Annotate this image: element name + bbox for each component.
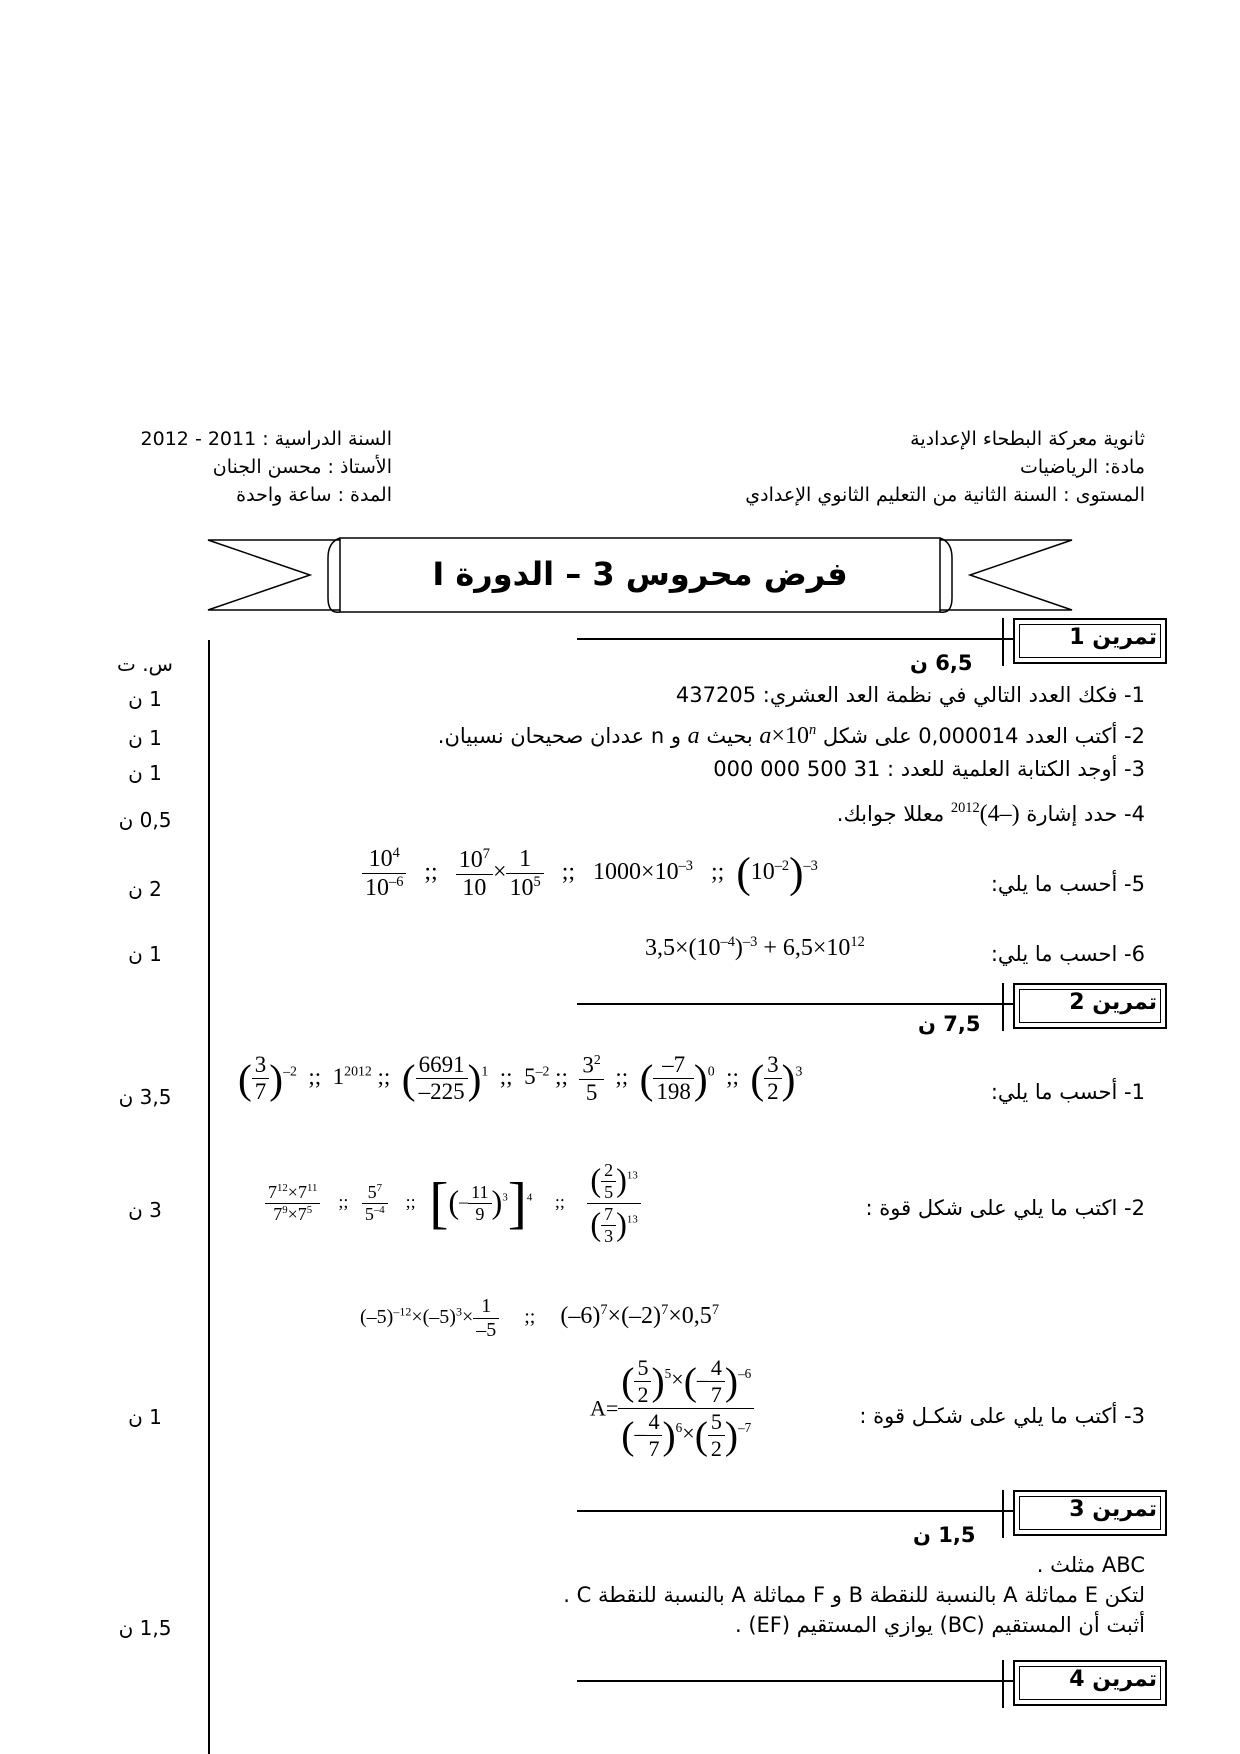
scale-header: س. ت xyxy=(117,652,173,676)
subject: مادة: الرياضيات xyxy=(1020,456,1145,478)
ex4-box xyxy=(1013,1660,1167,1706)
ex2-q3-points: 1 ن xyxy=(128,1405,162,1429)
ex2-q2-points: 3 ن xyxy=(128,1198,162,1222)
ex1-q4-expr: $(-4)^{2012}$ xyxy=(950,800,1020,827)
ex1-q6-expr: $3,5\times(10^{-4})^{-3} + 6,5\times 10^{12}$ xyxy=(645,934,865,961)
ex2-box xyxy=(1013,983,1167,1029)
ex1-q2-text-c: و n عددان صحيحان نسبيان. xyxy=(437,724,681,748)
ex3-line1: ABC مثلث . xyxy=(1036,1553,1145,1577)
ex1-q4-text-b: معللا جوابك. xyxy=(836,802,945,826)
ex2-points: 7,5 ن xyxy=(918,1012,981,1036)
teacher: الأستاذ : محسن الجنان xyxy=(212,456,392,478)
ex2-q3-expr: A= ( $\frac{5}{2}$ )$^5$×(– $\frac{4}{7}$ )$^{-6}$ (– $\frac{4}{7}$ )$^6$×( $\frac{5}{2}$ )$^{-7}$ xyxy=(590,1355,754,1462)
ex1-q4-points: 0,5 ن xyxy=(118,808,172,832)
ex1-q6-label: 6- احسب ما يلي: xyxy=(990,942,1145,966)
ex3-box xyxy=(1013,1490,1167,1536)
ex1-q3-points: 1 ن xyxy=(128,761,162,785)
ex1-q2-text-b: بحيث xyxy=(706,724,753,748)
exam-title: فرض محروس 3 – الدورة I xyxy=(432,555,848,593)
ex1-box xyxy=(1013,618,1167,664)
ex1-q4-text-a: 4- حدد إشارة xyxy=(1026,802,1145,826)
ex3-points-item: 1,5 ن xyxy=(118,1616,172,1640)
ex2-q2-label: 2- اكتب ما يلي على شكل قوة : xyxy=(865,1196,1145,1220)
ex3-label: تمرين 3 xyxy=(1069,1497,1157,1522)
ex1-q1: 1- فكك العدد التالي في نظمة العد العشري: 437205 xyxy=(675,683,1145,707)
ex2-q2-expr-b: $(-5)^{-12}\times(-5)^3\times$ $\frac{1}{-5}$ ;; $(-6)^7\times(-2)^7\times 0,5^7$ xyxy=(360,1295,720,1341)
ex2-q1-label: 1- أحسب ما يلي: xyxy=(990,1080,1145,1104)
ex1-points: 6,5 ن xyxy=(910,651,973,675)
ex1-q5-expr: $\frac{10^4}{10^{-6}}$ ;; $\frac{10^7}{10}$ × $\frac{1}{10^5}$ ;; $1000\times 10^{-3}$ ;; $(10^{-2})^{-3}$ xyxy=(362,845,818,902)
school-name: ثانوية معركة البطحاء الإعدادية xyxy=(910,428,1145,450)
ex1-rule xyxy=(577,638,1014,640)
ex1-q5-label: 5- أحسب ما يلي: xyxy=(990,872,1145,896)
ex1-q2-points: 1 ن xyxy=(128,726,162,750)
ex2-label: تمرين 2 xyxy=(1069,990,1157,1015)
ex1-q2-text-a: 2- أكتب العدد 0,000014 على شكل xyxy=(822,724,1145,748)
ex1-q2-a: a xyxy=(687,723,700,749)
ex2-q1-points: 3,5 ن xyxy=(118,1085,172,1109)
ex1-label: تمرين 1 xyxy=(1069,625,1157,650)
ex3-line3: أثبت أن المستقيم (BC) يوازي المستقيم (EF) . xyxy=(734,1613,1145,1637)
ex3-points: 1,5 ن xyxy=(913,1523,976,1547)
ex3-tick xyxy=(1002,1490,1004,1538)
ex2-tick xyxy=(1002,983,1004,1031)
duration: المدة : ساعة واحدة xyxy=(236,484,392,506)
ex4-label: تمرين 4 xyxy=(1069,1667,1157,1692)
ex2-q2-expr-a: $\frac{7^{12}\times 7^{11}}{7^9\times 7^5}$ ;; $\frac{5^7}{5^{-4}}$ ;; [(– $\frac{11}{9}$ )$^3$]$^4$ ;; ( $\frac{2}{5}$ )$^{13}$ ( $\frac{7}{3}$ )$^{13}$ xyxy=(265,1160,641,1247)
ex1-tick xyxy=(1002,618,1004,666)
ex1-q6-points: 1 ن xyxy=(128,942,162,966)
ex4-rule xyxy=(577,1680,1014,1682)
ex2-rule xyxy=(577,1003,1014,1005)
ex1-q2-form: $a\times 10^n$ xyxy=(759,722,817,749)
ex1-q3: 3- أوجد الكتابة العلمية للعدد : 31 500 000 000 xyxy=(713,757,1145,781)
level: المستوى : السنة الثانية من التعليم الثانوي الإعدادي xyxy=(745,484,1145,506)
ex1-q1-points: 1 ن xyxy=(128,687,162,711)
margin-rule xyxy=(208,640,210,1754)
school-year: السنة الدراسية : 2011 - 2012 xyxy=(140,428,392,450)
ex2-q3-label: 3- أكتب ما يلي على شكـل قوة : xyxy=(859,1404,1145,1428)
ex3-line2: لتكن E مماثلة A بالنسبة للنقطة B و F مماثلة A بالنسبة للنقطة C . xyxy=(563,1583,1145,1607)
ex1-q5-points: 2 ن xyxy=(128,877,162,901)
ex2-q1-expr: ( $\frac{3}{7}$ )$^{-2}$ ;; $1^{2012}$ ;; ( $\frac{6691}{-225}$ )$^1$ ;; $5^{-2}$ ;; $\frac{3^2}{5}$ ;; ( $\frac{-7}{198}$ )$^0$ ;; ( $\frac{3}{2}$ )$^3$ xyxy=(238,1052,803,1105)
ex3-rule xyxy=(577,1510,1014,1512)
ex1-q4 xyxy=(837,800,1145,828)
ex1-q2 xyxy=(438,722,1145,750)
ex4-tick xyxy=(1002,1660,1004,1708)
